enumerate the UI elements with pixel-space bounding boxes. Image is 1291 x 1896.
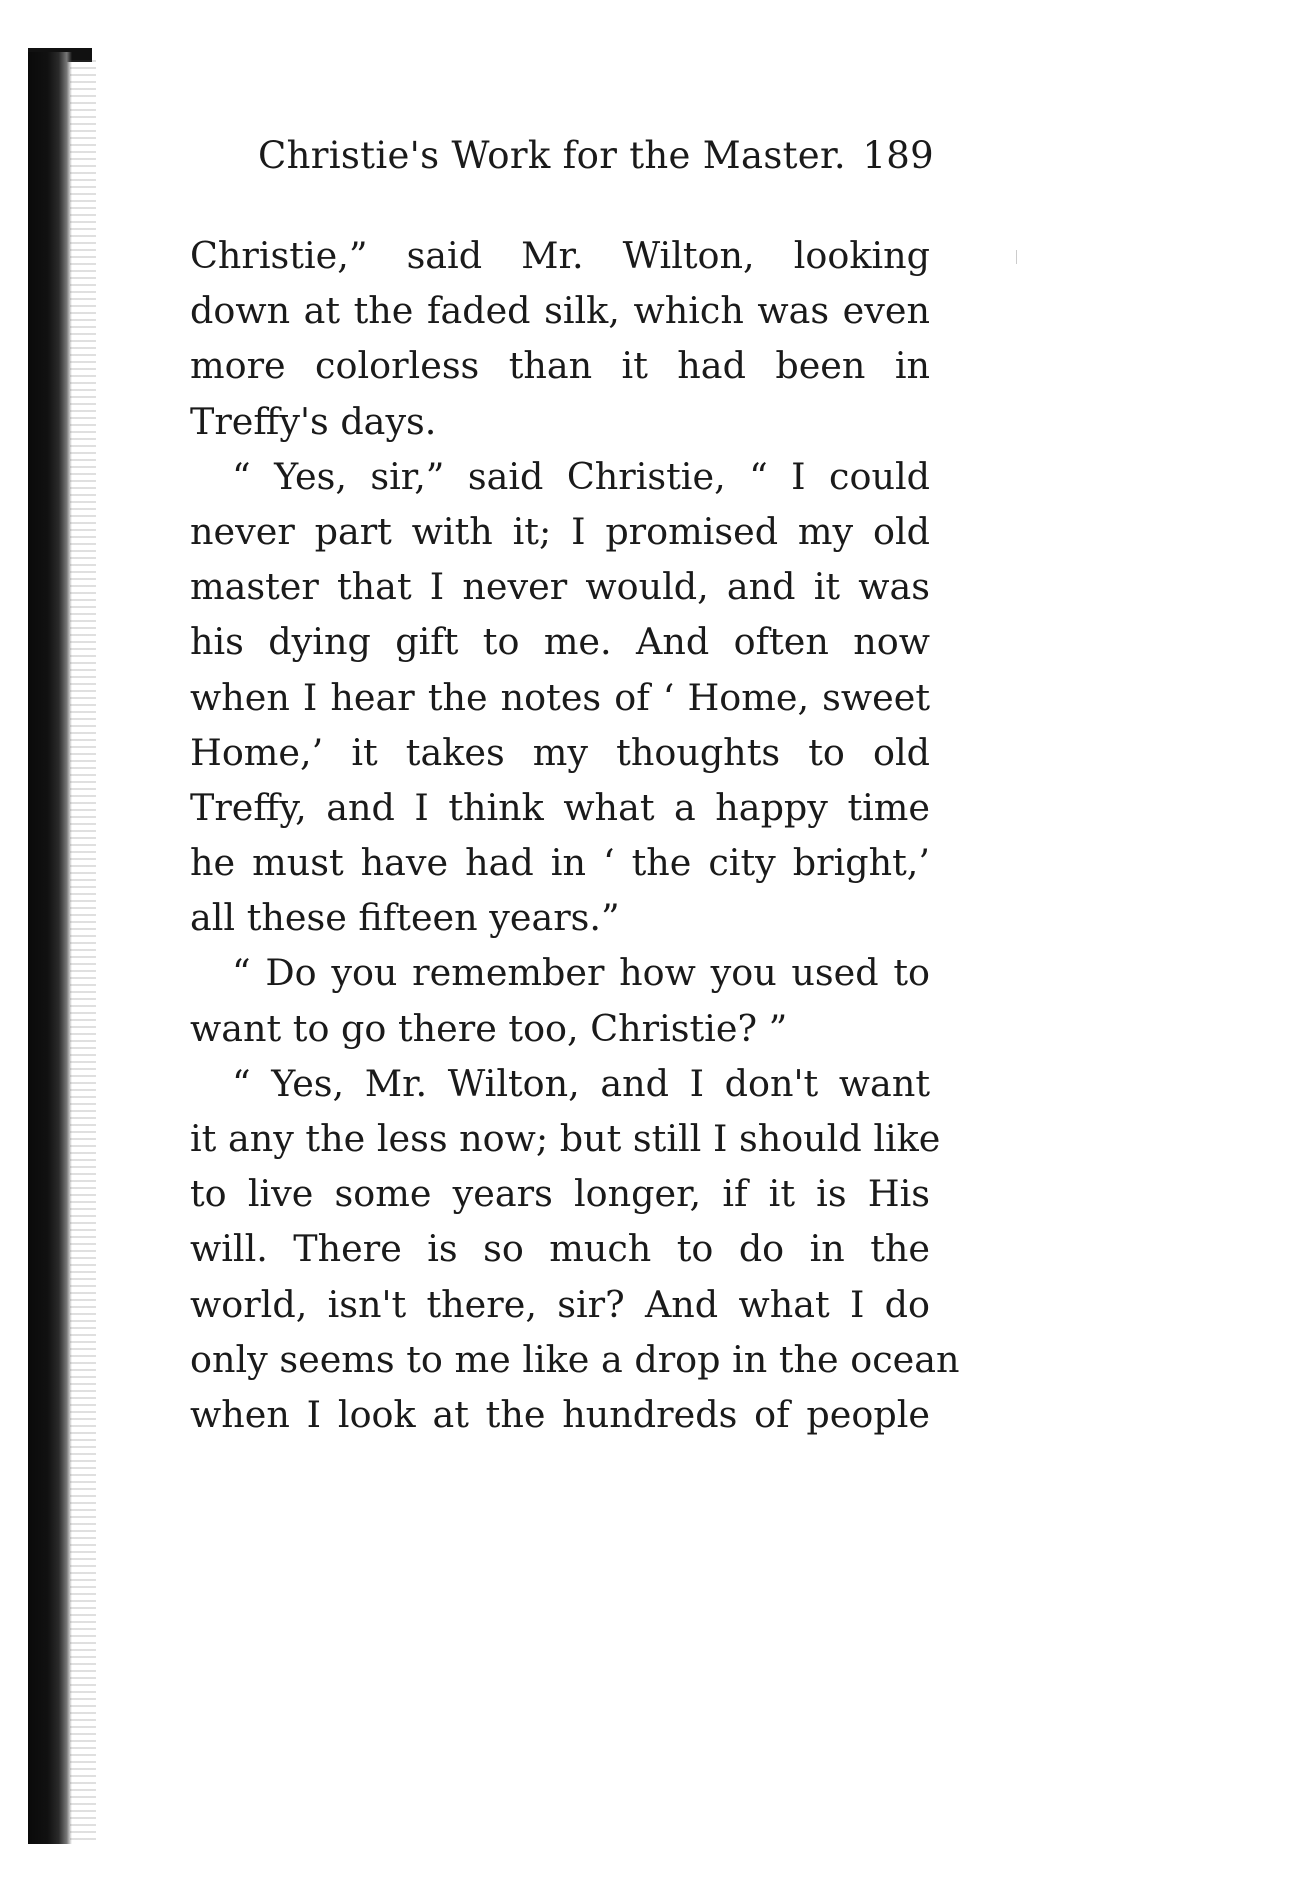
text-line: when I hear the notes of ‘ Home, sweet — [190, 675, 930, 719]
text-line: his dying gift to me. And often now — [190, 620, 930, 664]
binding-edge-texture — [70, 60, 96, 1840]
text-line: Treffy's days. — [190, 399, 437, 443]
text-line: he must have had in ‘ the city bright,’ — [190, 841, 930, 885]
text-line: more colorless than it had been in — [190, 344, 930, 388]
text-line: to live some years longer, if it is His — [190, 1172, 930, 1216]
text-line: world, isn't there, sir? And what I do — [190, 1282, 930, 1326]
text-line: Treffy, and I think what a happy time — [190, 785, 930, 829]
running-head — [258, 128, 934, 184]
running-head-title: Christie's Work for the Master. — [258, 134, 846, 177]
scan-mark — [1016, 250, 1017, 264]
text-line: want to go there too, Christie? ” — [190, 1006, 788, 1050]
text-line: “ Yes, Mr. Wilton, and I don't want — [232, 1061, 930, 1105]
text-line: Home,’ it takes my thoughts to old — [190, 730, 930, 774]
text-line: only seems to me like a drop in the ocean — [190, 1337, 960, 1381]
text-line: Christie,” said Mr. Wilton, looking — [190, 234, 930, 277]
text-line: “ Yes, sir,” said Christie, “ I could — [232, 454, 930, 498]
text-line: when I look at the hundreds of people — [190, 1392, 930, 1436]
text-line: will. There is so much to do in the — [190, 1227, 930, 1271]
text-line: all these fifteen years.” — [190, 896, 620, 940]
page-number: 189 — [862, 134, 934, 177]
text-line: master that I never would, and it was — [190, 565, 930, 609]
text-line: it any the less now; but still I should like — [190, 1117, 941, 1160]
text-line: down at the faded silk, which was even — [190, 289, 930, 333]
text-line: “ Do you remember how you used to — [232, 951, 930, 995]
text-line: never part with it; I promised my old — [190, 509, 930, 553]
body-text — [190, 228, 960, 1442]
book-binding-edge — [28, 52, 72, 1844]
